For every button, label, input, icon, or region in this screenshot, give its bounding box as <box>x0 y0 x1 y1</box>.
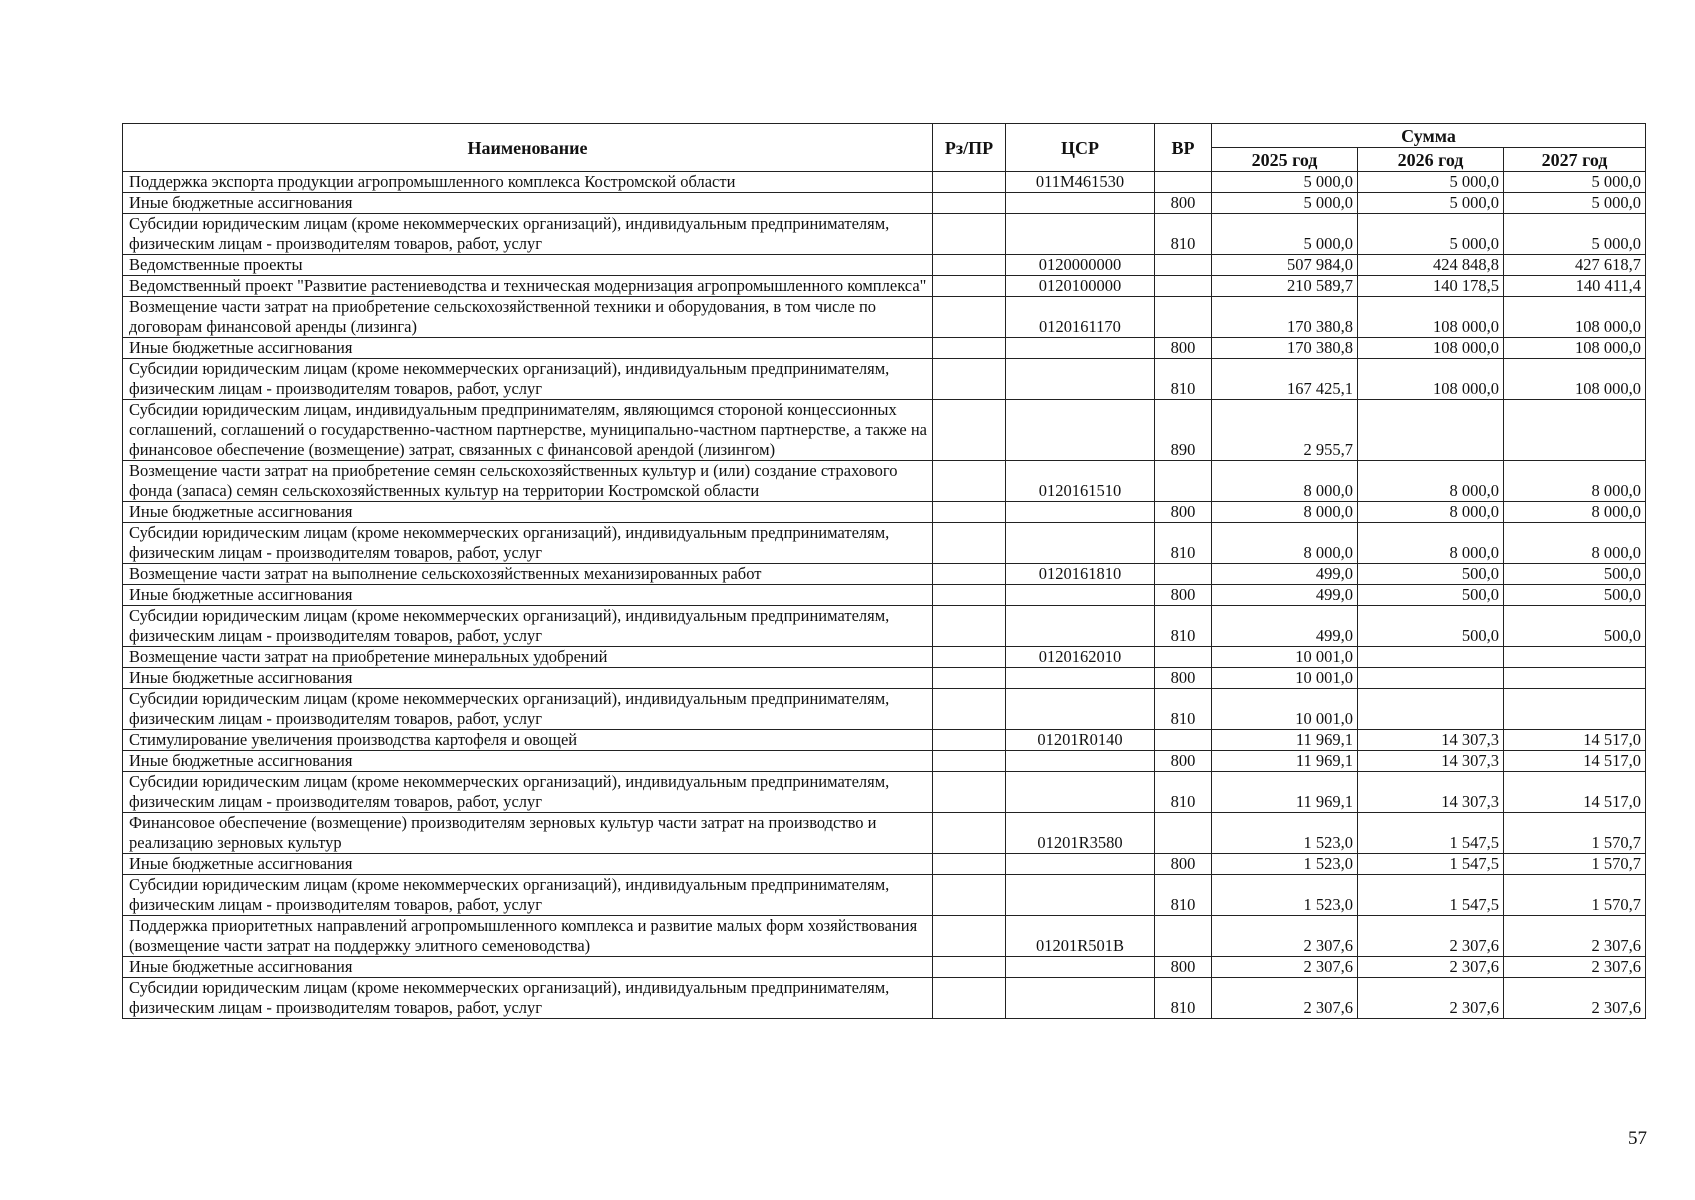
row-name: Возмещение части затрат на приобретение минеральных удобрений <box>123 647 933 668</box>
row-csr: 0120161510 <box>1006 461 1155 502</box>
table-row <box>123 730 1646 751</box>
row-vr: 810 <box>1155 606 1212 647</box>
row-name: Субсидии юридическим лицам (кроме некоммерческих организаций), индивидуальным предпринимателям, физическим лицам - производителям товаров, работ, услуг <box>123 606 933 647</box>
row-sum-2027: 14 517,0 <box>1504 772 1646 813</box>
row-vr: 810 <box>1155 214 1212 255</box>
row-sum-2025: 11 969,1 <box>1212 730 1358 751</box>
row-sum-2026 <box>1358 689 1504 730</box>
row-sum-2027: 5 000,0 <box>1504 193 1646 214</box>
table-row <box>123 978 1646 1019</box>
row-csr: 0120162010 <box>1006 647 1155 668</box>
table-row <box>123 647 1646 668</box>
row-csr: 01201R501B <box>1006 916 1155 957</box>
row-vr <box>1155 297 1212 338</box>
row-sum-2026 <box>1358 668 1504 689</box>
row-sum-2025: 5 000,0 <box>1212 214 1358 255</box>
row-csr <box>1006 214 1155 255</box>
row-sum-2025: 499,0 <box>1212 585 1358 606</box>
row-sum-2025: 507 984,0 <box>1212 255 1358 276</box>
row-name: Возмещение части затрат на приобретение семян сельскохозяйственных культур и (или) создание страхового фонда (запаса) семян сельскохозяйственных культур на территории Костромской области <box>123 461 933 502</box>
table-row <box>123 255 1646 276</box>
row-sum-2027 <box>1504 668 1646 689</box>
row-csr <box>1006 875 1155 916</box>
table-row <box>123 957 1646 978</box>
row-sum-2027: 8 000,0 <box>1504 523 1646 564</box>
table-row <box>123 854 1646 875</box>
row-sum-2027: 2 307,6 <box>1504 916 1646 957</box>
row-vr: 800 <box>1155 502 1212 523</box>
row-sum-2027: 500,0 <box>1504 606 1646 647</box>
table-row <box>123 193 1646 214</box>
row-sum-2026: 500,0 <box>1358 585 1504 606</box>
row-rzpr <box>933 875 1006 916</box>
row-vr: 810 <box>1155 772 1212 813</box>
table-row <box>123 689 1646 730</box>
row-rzpr <box>933 957 1006 978</box>
table-row <box>123 400 1646 461</box>
row-name: Иные бюджетные ассигнования <box>123 193 933 214</box>
row-sum-2026: 108 000,0 <box>1358 359 1504 400</box>
row-csr <box>1006 585 1155 606</box>
budget-table <box>122 123 1646 1019</box>
row-csr <box>1006 400 1155 461</box>
row-sum-2025: 10 001,0 <box>1212 647 1358 668</box>
row-csr <box>1006 957 1155 978</box>
row-csr: 011M461530 <box>1006 172 1155 193</box>
row-sum-2025: 8 000,0 <box>1212 461 1358 502</box>
table-row <box>123 359 1646 400</box>
row-vr <box>1155 172 1212 193</box>
row-sum-2026: 2 307,6 <box>1358 916 1504 957</box>
row-sum-2025: 2 307,6 <box>1212 957 1358 978</box>
row-name: Субсидии юридическим лицам (кроме некоммерческих организаций), индивидуальным предпринимателям, физическим лицам - производителям товаров, работ, услуг <box>123 689 933 730</box>
row-rzpr <box>933 297 1006 338</box>
header-sum: Сумма <box>1212 124 1646 148</box>
row-sum-2027: 427 618,7 <box>1504 255 1646 276</box>
row-sum-2027: 108 000,0 <box>1504 297 1646 338</box>
row-csr: 0120161170 <box>1006 297 1155 338</box>
row-sum-2025: 8 000,0 <box>1212 502 1358 523</box>
row-vr: 800 <box>1155 338 1212 359</box>
table-row <box>123 523 1646 564</box>
row-sum-2026: 14 307,3 <box>1358 751 1504 772</box>
header-year-2026: 2026 год <box>1358 148 1504 172</box>
table-row <box>123 564 1646 585</box>
table-row <box>123 461 1646 502</box>
row-sum-2026: 1 547,5 <box>1358 875 1504 916</box>
table-row <box>123 772 1646 813</box>
row-csr <box>1006 523 1155 564</box>
row-vr: 800 <box>1155 193 1212 214</box>
page-number: 57 <box>1628 1128 1647 1149</box>
row-rzpr <box>933 564 1006 585</box>
row-csr <box>1006 193 1155 214</box>
row-sum-2025: 170 380,8 <box>1212 297 1358 338</box>
row-sum-2026: 1 547,5 <box>1358 813 1504 854</box>
row-name: Субсидии юридическим лицам (кроме некоммерческих организаций), индивидуальным предпринимателям, физическим лицам - производителям товаров, работ, услуг <box>123 875 933 916</box>
row-rzpr <box>933 338 1006 359</box>
row-sum-2026: 108 000,0 <box>1358 297 1504 338</box>
row-rzpr <box>933 400 1006 461</box>
row-sum-2025: 210 589,7 <box>1212 276 1358 297</box>
row-sum-2025: 5 000,0 <box>1212 193 1358 214</box>
row-name: Ведомственный проект "Развитие растениеводства и техническая модернизация агропромышленного комплекса" <box>123 276 933 297</box>
header-year-2027: 2027 год <box>1504 148 1646 172</box>
table-row <box>123 338 1646 359</box>
row-name: Субсидии юридическим лицам (кроме некоммерческих организаций), индивидуальным предпринимателям, физическим лицам - производителям товаров, работ, услуг <box>123 214 933 255</box>
row-sum-2026: 2 307,6 <box>1358 978 1504 1019</box>
row-sum-2027: 2 307,6 <box>1504 978 1646 1019</box>
row-rzpr <box>933 502 1006 523</box>
row-sum-2027: 108 000,0 <box>1504 338 1646 359</box>
row-csr <box>1006 689 1155 730</box>
row-sum-2026: 14 307,3 <box>1358 730 1504 751</box>
row-name: Стимулирование увеличения производства картофеля и овощей <box>123 730 933 751</box>
row-sum-2026: 108 000,0 <box>1358 338 1504 359</box>
row-sum-2025: 5 000,0 <box>1212 172 1358 193</box>
row-name: Иные бюджетные ассигнования <box>123 957 933 978</box>
table-row <box>123 813 1646 854</box>
header-name: Наименование <box>123 124 933 172</box>
row-csr: 0120000000 <box>1006 255 1155 276</box>
row-rzpr <box>933 730 1006 751</box>
row-sum-2025: 2 307,6 <box>1212 916 1358 957</box>
row-sum-2025: 10 001,0 <box>1212 689 1358 730</box>
row-csr <box>1006 359 1155 400</box>
row-name: Субсидии юридическим лицам, индивидуальным предпринимателям, являющимся стороной концессионных соглашений, соглашений о государственно-частном партнерстве, муниципально-частном партнерстве, а также на финансовое обеспечение (возмещение) затрат, связанных с финансовой арендой (лизингом) <box>123 400 933 461</box>
row-csr <box>1006 338 1155 359</box>
row-sum-2026: 500,0 <box>1358 606 1504 647</box>
row-csr <box>1006 502 1155 523</box>
row-rzpr <box>933 668 1006 689</box>
row-rzpr <box>933 916 1006 957</box>
row-rzpr <box>933 772 1006 813</box>
table-row <box>123 214 1646 255</box>
row-sum-2026: 5 000,0 <box>1358 193 1504 214</box>
row-vr <box>1155 916 1212 957</box>
row-vr <box>1155 461 1212 502</box>
table-row <box>123 297 1646 338</box>
row-sum-2027: 1 570,7 <box>1504 854 1646 875</box>
row-sum-2026: 1 547,5 <box>1358 854 1504 875</box>
row-rzpr <box>933 172 1006 193</box>
row-sum-2027: 5 000,0 <box>1504 172 1646 193</box>
row-vr: 810 <box>1155 978 1212 1019</box>
row-csr <box>1006 772 1155 813</box>
row-vr: 810 <box>1155 359 1212 400</box>
row-rzpr <box>933 647 1006 668</box>
row-vr: 800 <box>1155 751 1212 772</box>
row-vr <box>1155 255 1212 276</box>
row-sum-2027: 14 517,0 <box>1504 751 1646 772</box>
row-sum-2027: 14 517,0 <box>1504 730 1646 751</box>
row-sum-2026: 8 000,0 <box>1358 461 1504 502</box>
row-sum-2025: 1 523,0 <box>1212 813 1358 854</box>
table-row <box>123 875 1646 916</box>
row-name: Иные бюджетные ассигнования <box>123 751 933 772</box>
row-sum-2027: 1 570,7 <box>1504 875 1646 916</box>
header-csr: ЦСР <box>1006 124 1155 172</box>
row-rzpr <box>933 585 1006 606</box>
row-sum-2026: 5 000,0 <box>1358 172 1504 193</box>
row-vr: 800 <box>1155 585 1212 606</box>
row-sum-2027: 5 000,0 <box>1504 214 1646 255</box>
row-csr: 01201R3580 <box>1006 813 1155 854</box>
row-rzpr <box>933 523 1006 564</box>
row-vr: 810 <box>1155 875 1212 916</box>
row-rzpr <box>933 359 1006 400</box>
table-body <box>123 172 1646 1019</box>
row-sum-2027 <box>1504 689 1646 730</box>
row-sum-2026: 424 848,8 <box>1358 255 1504 276</box>
row-sum-2027: 108 000,0 <box>1504 359 1646 400</box>
row-rzpr <box>933 813 1006 854</box>
row-sum-2026: 8 000,0 <box>1358 502 1504 523</box>
row-name: Возмещение части затрат на выполнение сельскохозяйственных механизированных работ <box>123 564 933 585</box>
row-rzpr <box>933 193 1006 214</box>
row-rzpr <box>933 276 1006 297</box>
row-name: Поддержка приоритетных направлений агропромышленного комплекса и развитие малых форм хозяйствования (возмещение части затрат на поддержку элитного семеноводства) <box>123 916 933 957</box>
row-csr <box>1006 854 1155 875</box>
row-sum-2026: 2 307,6 <box>1358 957 1504 978</box>
row-vr: 800 <box>1155 668 1212 689</box>
row-csr: 0120100000 <box>1006 276 1155 297</box>
row-sum-2026 <box>1358 400 1504 461</box>
row-csr <box>1006 668 1155 689</box>
row-name: Иные бюджетные ассигнования <box>123 338 933 359</box>
row-sum-2026 <box>1358 647 1504 668</box>
row-sum-2025: 11 969,1 <box>1212 772 1358 813</box>
row-name: Возмещение части затрат на приобретение сельскохозяйственной техники и оборудования, в том числе по договорам финансовой аренды (лизинга) <box>123 297 933 338</box>
row-sum-2025: 11 969,1 <box>1212 751 1358 772</box>
row-name: Иные бюджетные ассигнования <box>123 854 933 875</box>
row-csr: 01201R0140 <box>1006 730 1155 751</box>
table-row <box>123 606 1646 647</box>
row-sum-2027 <box>1504 400 1646 461</box>
header-rzpr: Рз/ПР <box>933 124 1006 172</box>
row-name: Поддержка экспорта продукции агропромышленного комплекса Костромской области <box>123 172 933 193</box>
row-rzpr <box>933 214 1006 255</box>
table-row <box>123 668 1646 689</box>
row-rzpr <box>933 689 1006 730</box>
row-vr <box>1155 276 1212 297</box>
header-year-2025: 2025 год <box>1212 148 1358 172</box>
row-rzpr <box>933 751 1006 772</box>
row-name: Иные бюджетные ассигнования <box>123 668 933 689</box>
row-rzpr <box>933 854 1006 875</box>
table-row <box>123 585 1646 606</box>
row-vr: 890 <box>1155 400 1212 461</box>
row-vr: 810 <box>1155 689 1212 730</box>
row-sum-2025: 167 425,1 <box>1212 359 1358 400</box>
row-rzpr <box>933 606 1006 647</box>
row-sum-2027: 500,0 <box>1504 585 1646 606</box>
row-sum-2027: 1 570,7 <box>1504 813 1646 854</box>
row-rzpr <box>933 255 1006 276</box>
row-sum-2025: 1 523,0 <box>1212 875 1358 916</box>
row-sum-2025: 499,0 <box>1212 564 1358 585</box>
row-sum-2025: 8 000,0 <box>1212 523 1358 564</box>
table-row <box>123 502 1646 523</box>
row-vr <box>1155 813 1212 854</box>
row-csr <box>1006 751 1155 772</box>
table-row <box>123 751 1646 772</box>
row-name: Субсидии юридическим лицам (кроме некоммерческих организаций), индивидуальным предпринимателям, физическим лицам - производителям товаров, работ, услуг <box>123 523 933 564</box>
row-vr <box>1155 647 1212 668</box>
header-row-1 <box>123 124 1646 148</box>
table-row <box>123 276 1646 297</box>
row-vr: 800 <box>1155 957 1212 978</box>
row-sum-2027: 2 307,6 <box>1504 957 1646 978</box>
row-vr: 810 <box>1155 523 1212 564</box>
row-sum-2027: 8 000,0 <box>1504 502 1646 523</box>
row-sum-2027: 140 411,4 <box>1504 276 1646 297</box>
row-name: Финансовое обеспечение (возмещение) производителям зерновых культур части затрат на производство и реализацию зерновых культур <box>123 813 933 854</box>
row-sum-2025: 10 001,0 <box>1212 668 1358 689</box>
row-rzpr <box>933 461 1006 502</box>
row-sum-2025: 499,0 <box>1212 606 1358 647</box>
row-sum-2027: 500,0 <box>1504 564 1646 585</box>
row-name: Субсидии юридическим лицам (кроме некоммерческих организаций), индивидуальным предпринимателям, физическим лицам - производителям товаров, работ, услуг <box>123 978 933 1019</box>
row-sum-2026: 500,0 <box>1358 564 1504 585</box>
row-name: Субсидии юридическим лицам (кроме некоммерческих организаций), индивидуальным предпринимателям, физическим лицам - производителям товаров, работ, услуг <box>123 359 933 400</box>
row-sum-2025: 2 955,7 <box>1212 400 1358 461</box>
header-vr: ВР <box>1155 124 1212 172</box>
row-sum-2026: 140 178,5 <box>1358 276 1504 297</box>
row-vr <box>1155 564 1212 585</box>
row-sum-2026: 5 000,0 <box>1358 214 1504 255</box>
row-vr <box>1155 730 1212 751</box>
row-sum-2026: 8 000,0 <box>1358 523 1504 564</box>
row-csr: 0120161810 <box>1006 564 1155 585</box>
row-rzpr <box>933 978 1006 1019</box>
row-vr: 800 <box>1155 854 1212 875</box>
row-sum-2026: 14 307,3 <box>1358 772 1504 813</box>
row-name: Иные бюджетные ассигнования <box>123 585 933 606</box>
row-sum-2027: 8 000,0 <box>1504 461 1646 502</box>
row-sum-2025: 2 307,6 <box>1212 978 1358 1019</box>
row-csr <box>1006 978 1155 1019</box>
table-row <box>123 172 1646 193</box>
row-name: Ведомственные проекты <box>123 255 933 276</box>
row-csr <box>1006 606 1155 647</box>
row-sum-2025: 1 523,0 <box>1212 854 1358 875</box>
row-name: Иные бюджетные ассигнования <box>123 502 933 523</box>
row-sum-2027 <box>1504 647 1646 668</box>
row-sum-2025: 170 380,8 <box>1212 338 1358 359</box>
row-name: Субсидии юридическим лицам (кроме некоммерческих организаций), индивидуальным предпринимателям, физическим лицам - производителям товаров, работ, услуг <box>123 772 933 813</box>
table-row <box>123 916 1646 957</box>
